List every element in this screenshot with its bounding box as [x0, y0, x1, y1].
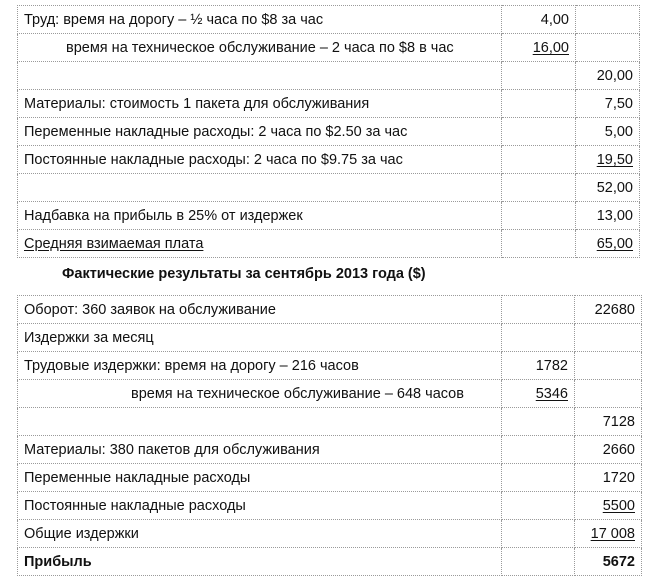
row-label: [18, 174, 502, 202]
row-label: Материалы: 380 пакетов для обслуживания: [18, 436, 502, 464]
table-row: [18, 62, 640, 90]
row-total: 2660: [575, 436, 642, 464]
underlined-value: 16,00: [532, 39, 569, 56]
row-label: Труд: время на дорогу – ½ часа по $8 за час: [18, 6, 502, 34]
standard-cost-table: [17, 5, 640, 258]
row-label: Общие издержки: [18, 520, 502, 548]
table-row: [18, 202, 640, 230]
row-label: Материалы: стоимость 1 пакета для обслуживания: [18, 90, 502, 118]
row-total: 20,00: [576, 62, 640, 90]
row-label: Оборот: 360 заявок на обслуживание: [18, 296, 502, 324]
row-label: Постоянные накладные расходы: 2 часа по $9.75 за час: [18, 146, 502, 174]
row-subtotal: [502, 548, 575, 576]
table-row: [18, 352, 642, 380]
row-total: 7128: [575, 408, 642, 436]
row-subtotal: [502, 202, 576, 230]
table-row: [18, 436, 642, 464]
row-label: время на техническое обслуживание – 2 часа по $8 в час: [18, 34, 502, 62]
row-subtotal: 1782: [502, 352, 575, 380]
row-total: [575, 492, 642, 520]
row-total: 13,00: [576, 202, 640, 230]
table-row: [18, 296, 642, 324]
row-subtotal: 4,00: [502, 6, 576, 34]
row-total: [575, 380, 642, 408]
underlined-value: 5346: [535, 385, 568, 402]
row-total: 5672: [575, 548, 642, 576]
row-label: Издержки за месяц: [18, 324, 502, 352]
row-total: 1720: [575, 464, 642, 492]
row-label: [18, 62, 502, 90]
table-row: [18, 118, 640, 146]
row-subtotal: [502, 118, 576, 146]
row-label: [18, 230, 502, 258]
underlined-label: Средняя взимаемая плата: [24, 235, 204, 252]
table-row: [18, 324, 642, 352]
row-subtotal: [502, 230, 576, 258]
row-label: Трудовые издержки: время на дорогу – 216 часов: [18, 352, 502, 380]
row-label: Надбавка на прибыль в 25% от издержек: [18, 202, 502, 230]
row-label: Прибыль: [18, 548, 502, 576]
row-subtotal: [502, 90, 576, 118]
row-total: [575, 352, 642, 380]
row-total: 5,00: [576, 118, 640, 146]
row-subtotal: [502, 520, 575, 548]
row-label: Переменные накладные расходы: 2 часа по $2.50 за час: [18, 118, 502, 146]
table-row: [18, 492, 642, 520]
row-subtotal: [502, 464, 575, 492]
table-row: [18, 408, 642, 436]
row-label: Переменные накладные расходы: [18, 464, 502, 492]
row-total: 52,00: [576, 174, 640, 202]
row-label: [18, 408, 502, 436]
underlined-value: 65,00: [596, 235, 633, 252]
row-subtotal: [502, 296, 575, 324]
row-subtotal: [502, 62, 576, 90]
row-total: [575, 324, 642, 352]
table-row: [18, 174, 640, 202]
row-subtotal: [502, 324, 575, 352]
table-row: [18, 34, 640, 62]
row-subtotal: [502, 492, 575, 520]
row-subtotal: [502, 436, 575, 464]
row-total: [576, 146, 640, 174]
section-heading: Фактические результаты за сентябрь 2013 года ($): [62, 266, 426, 282]
table-row: [18, 230, 640, 258]
row-subtotal: [502, 174, 576, 202]
table-row: [18, 464, 642, 492]
table-row: [18, 90, 640, 118]
row-label: Постоянные накладные расходы: [18, 492, 502, 520]
actual-results-table: [17, 295, 642, 576]
underlined-value: 19,50: [596, 151, 633, 168]
table-row-profit: [18, 548, 642, 576]
row-total: [576, 6, 640, 34]
row-total: 7,50: [576, 90, 640, 118]
row-total: [575, 520, 642, 548]
row-total: 22680: [575, 296, 642, 324]
row-label: время на техническое обслуживание – 648 часов: [18, 380, 502, 408]
row-subtotal: [502, 380, 575, 408]
row-total: [576, 230, 640, 258]
row-total: [576, 34, 640, 62]
underlined-value: 17 008: [590, 525, 635, 542]
table-row: [18, 6, 640, 34]
table-row: [18, 380, 642, 408]
underlined-value: 5500: [602, 497, 635, 514]
row-subtotal: [502, 146, 576, 174]
row-subtotal: [502, 408, 575, 436]
row-subtotal: [502, 34, 576, 62]
table-row: [18, 146, 640, 174]
table-row: [18, 520, 642, 548]
